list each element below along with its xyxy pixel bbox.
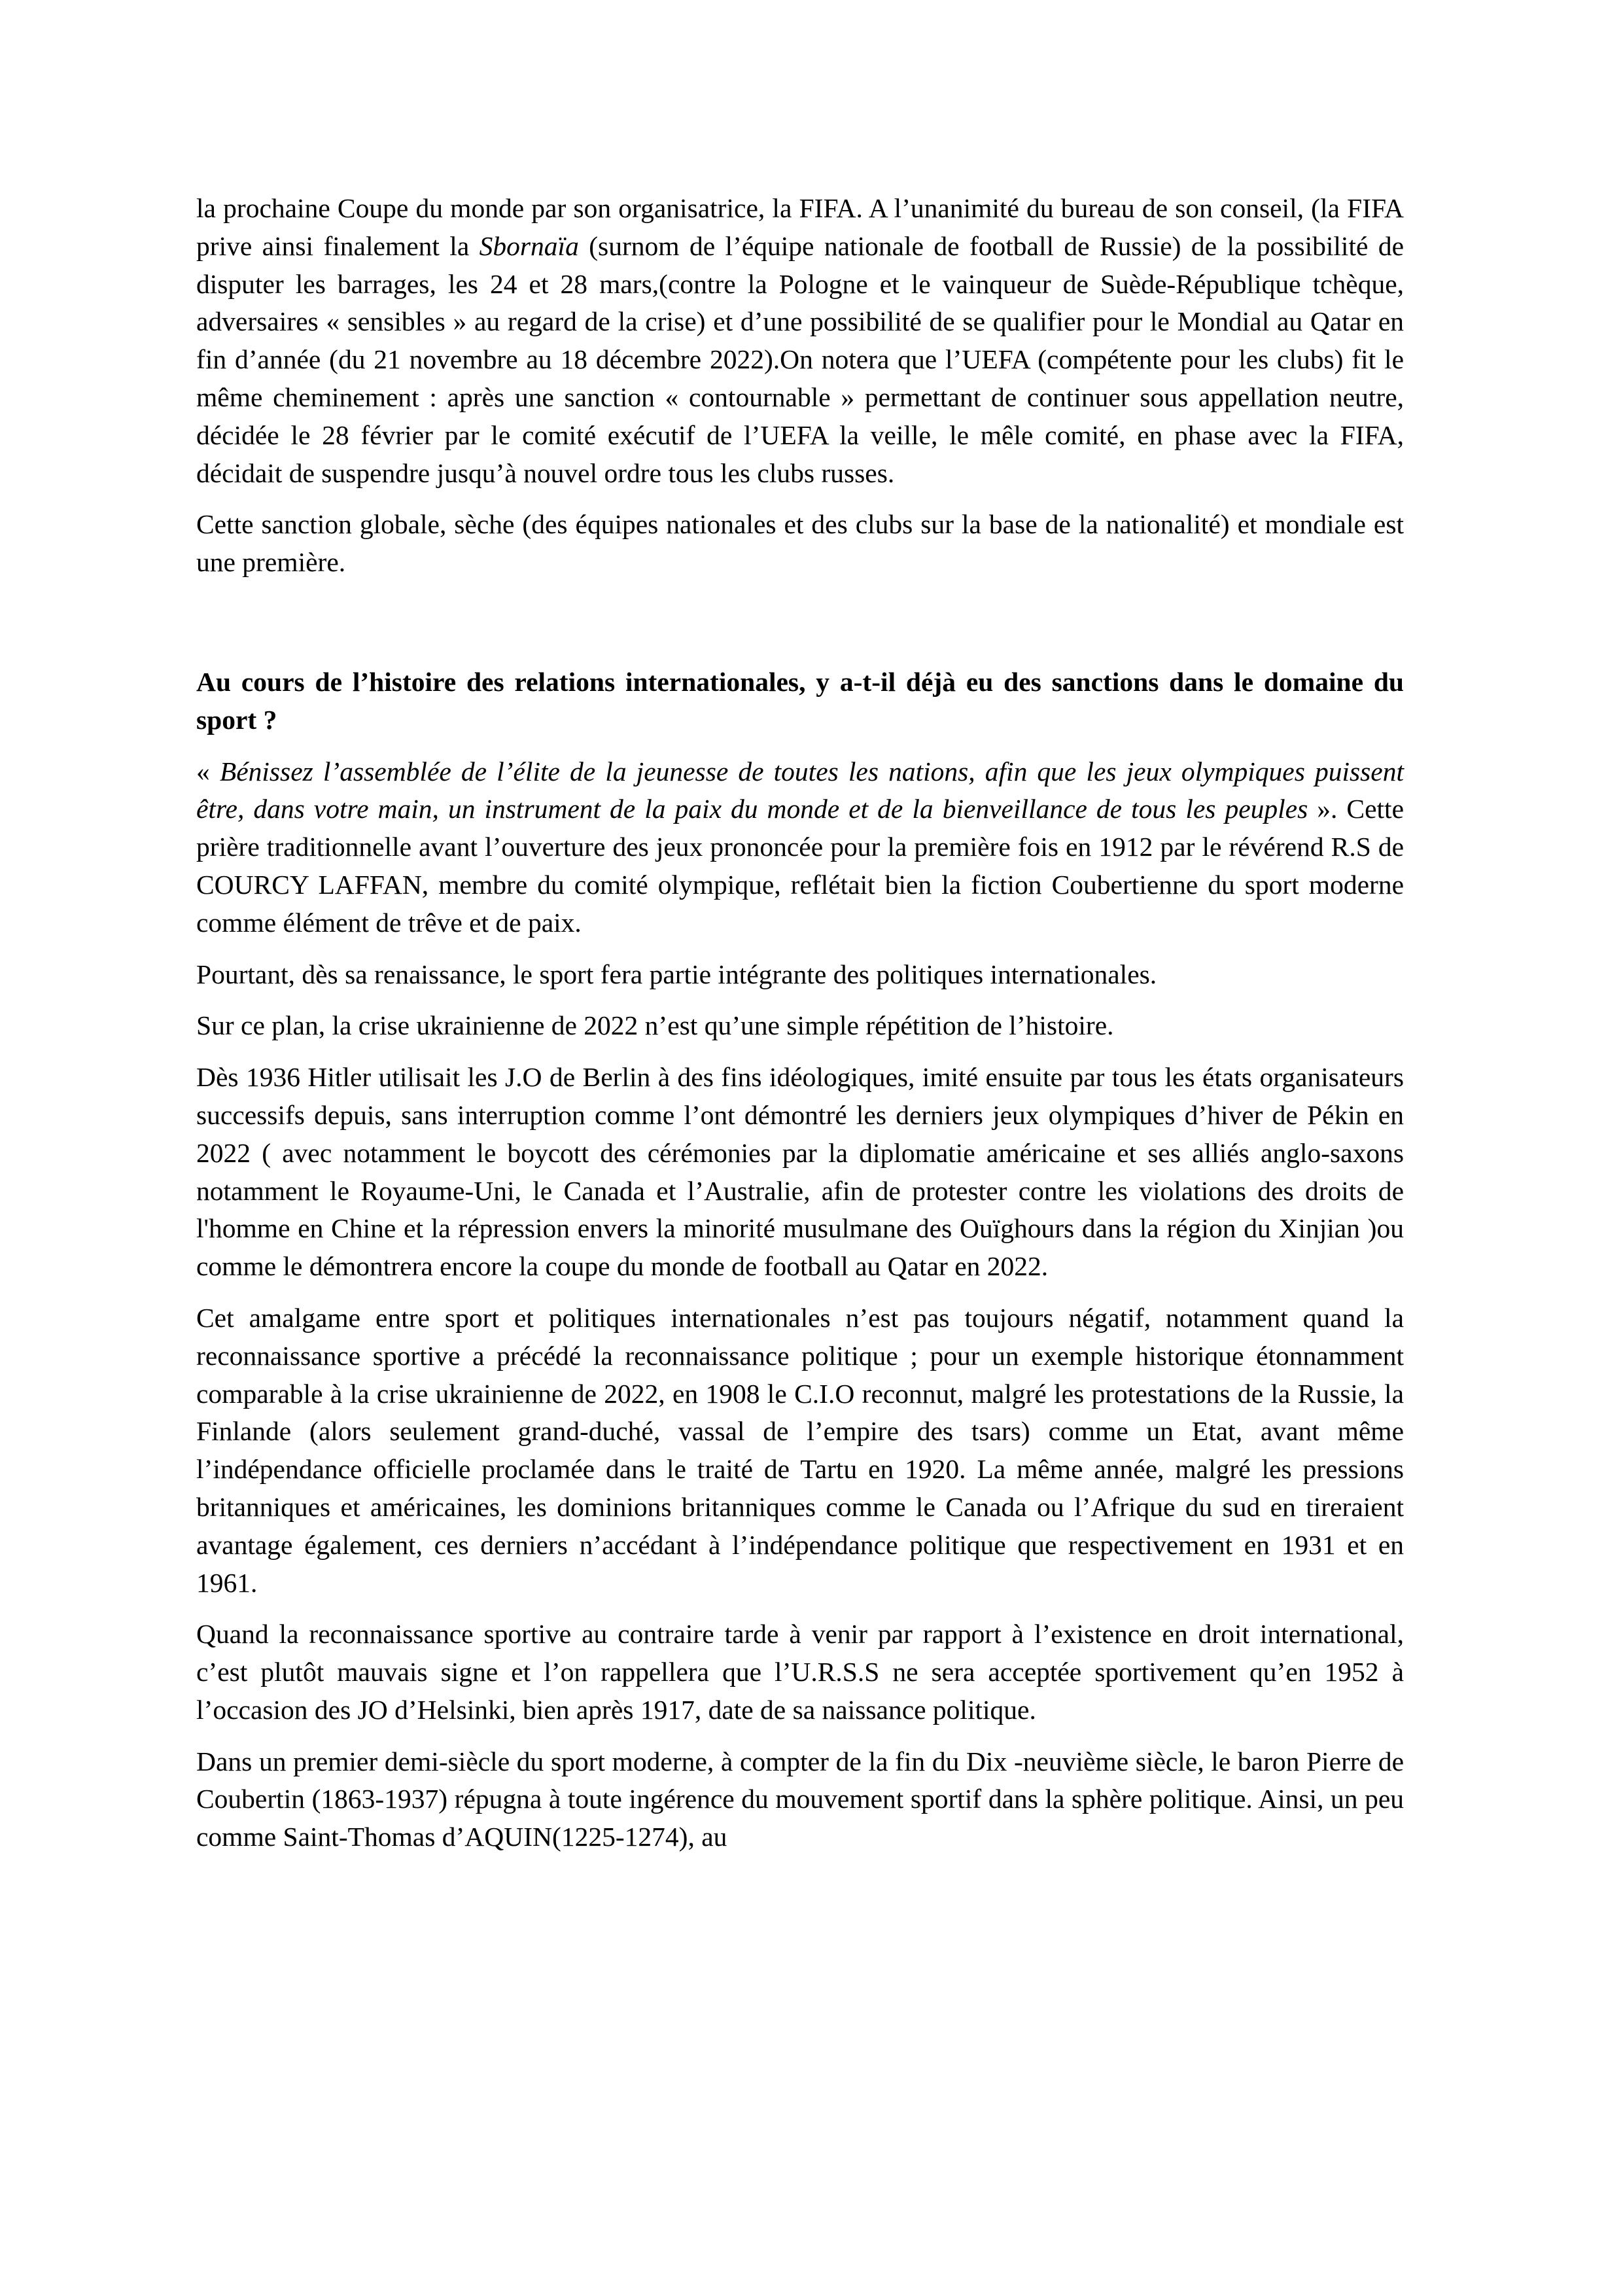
- emphasis-sbornaia: Sbornaïa: [479, 230, 579, 261]
- paragraph-global-sanction: Cette sanction globale, sèche (des équipes nationales et des clubs sur la base de la nationalité) et mondiale est une première.: [196, 509, 1404, 578]
- section-spacer: [196, 595, 1404, 663]
- section-heading: Au cours de l’histoire des relations internationales, y a-t-il déjà eu des sanctions dans le domaine du sport ?: [196, 666, 1404, 735]
- emphasis-prayer-quote: Bénissez l’assemblée de l’élite de la jeunesse de toutes les nations, afin que les jeux olympiques puissent être, dans votre main, un instrument de la paix du monde et de la bienveillance de tous les peuples: [196, 756, 1404, 824]
- paragraph-berlin-1936: Dès 1936 Hitler utilisait les J.O de Berlin à des fins idéologiques, imité ensuite par tous les états organisateurs successifs depuis, sans interruption comme l’ont démontré les derniers jeux olympiques d’hiver de Pékin en 2022 ( avec notamment le boycott des cérémonies par la diplomatie américaine et ses alliés anglo-saxons notamment le Royaume-Uni, le Canada et l’Australie, afin de protester contre les violations des droits de l'homme en Chine et la répression envers la minorité musulmane des Ouïghours dans la région du Xinjian )ou comme le démontrera encore la coupe du monde de football au Qatar en 2022.: [196, 1062, 1404, 1282]
- quote-open: «: [196, 756, 220, 786]
- paragraph-repetition: Sur ce plan, la crise ukrainienne de 2022 n’est qu’une simple répétition de l’histoire.: [196, 1010, 1114, 1041]
- paragraph-fifa-sanction: [196, 190, 1404, 492]
- paragraph-amalgame: Cet amalgame entre sport et politiques internationales n’est pas toujours négatif, notamment quand la reconnaissance sportive a précédé la reconnaissance politique ; pour un exemple historique étonnamment comparable à la crise ukrainienne de 2022, en 1908 le C.I.O reconnut, malgré les protestations de la Russie, la Finlande (alors seulement grand-duché, vassal de l’empire des tsars) comme un Etat, avant même l’indépendance officielle proclamée dans le traité de Tartu en 1920. La même année, malgré les pressions britanniques et américaines, les dominions britanniques comme le Canada ou l’Afrique du sud en tireraient avantage également, ces derniers n’accédant à l’indépendance politique que respectivement en 1931 et en 1961.: [196, 1302, 1404, 1598]
- paragraph-renaissance: Pourtant, dès sa renaissance, le sport fera partie intégrante des politiques internationales.: [196, 959, 1157, 989]
- paragraph-text: ». Cette prière traditionnelle avant l’ouverture des jeux prononcée pour la première fois en 1912 par le révérend R.S de COURCY LAFFAN, membre du comité olympique, reflétait bien la fiction Coubertienne du sport moderne comme élément de trêve et de paix.: [196, 794, 1404, 938]
- paragraph-coubertin: Dans un premier demi-siècle du sport moderne, à compter de la fin du Dix -neuvième siècle, le baron Pierre de Coubertin (1863-1937) répugna à toute ingérence du mouvement sportif dans la sphère politique. Ainsi, un peu comme Saint-Thomas d’AQUIN(1225-1274), au: [196, 1746, 1404, 1852]
- paragraph-urss: Quand la reconnaissance sportive au contraire tarde à venir par rapport à l’existence en droit international, c’est plutôt mauvais signe et l’on rappellera que l’U.R.S.S ne sera acceptée sportivement qu’en 1952 à l’occasion des JO d’Helsinki, bien après 1917, date de sa naissance politique.: [196, 1619, 1404, 1725]
- paragraph-text: (surnom de l’équipe nationale de football de Russie) de la possibilité de disputer les barrages, les 24 et 28 mars,(contre la Pologne et le vainqueur de Suède-République tchèque, adversaires « sensibles » au regard de la crise) et d’une possibilité de se qualifier pour le Mondial au Qatar en fin d’année (du 21 novembre au 18 décembre 2022).On notera que l’UEFA (compétente pour les clubs) fit le même cheminement : après une sanction « contournable » permettant de continuer sous appellation neutre, décidée le 28 février par le comité exécutif de l’UEFA la veille, le mêle comité, en phase avec la FIFA, décidait de suspendre jusqu’à nouvel ordre tous les clubs russes.: [196, 230, 1404, 488]
- paragraph-olympic-prayer: [196, 753, 1404, 942]
- document-page: [196, 190, 1404, 1870]
- paragraph-text: la prochaine Coupe du monde par son organisatrice, la FIFA. A l’unanimité du bureau de son conseil, (la FIFA prive ainsi finalement la: [196, 193, 1404, 261]
